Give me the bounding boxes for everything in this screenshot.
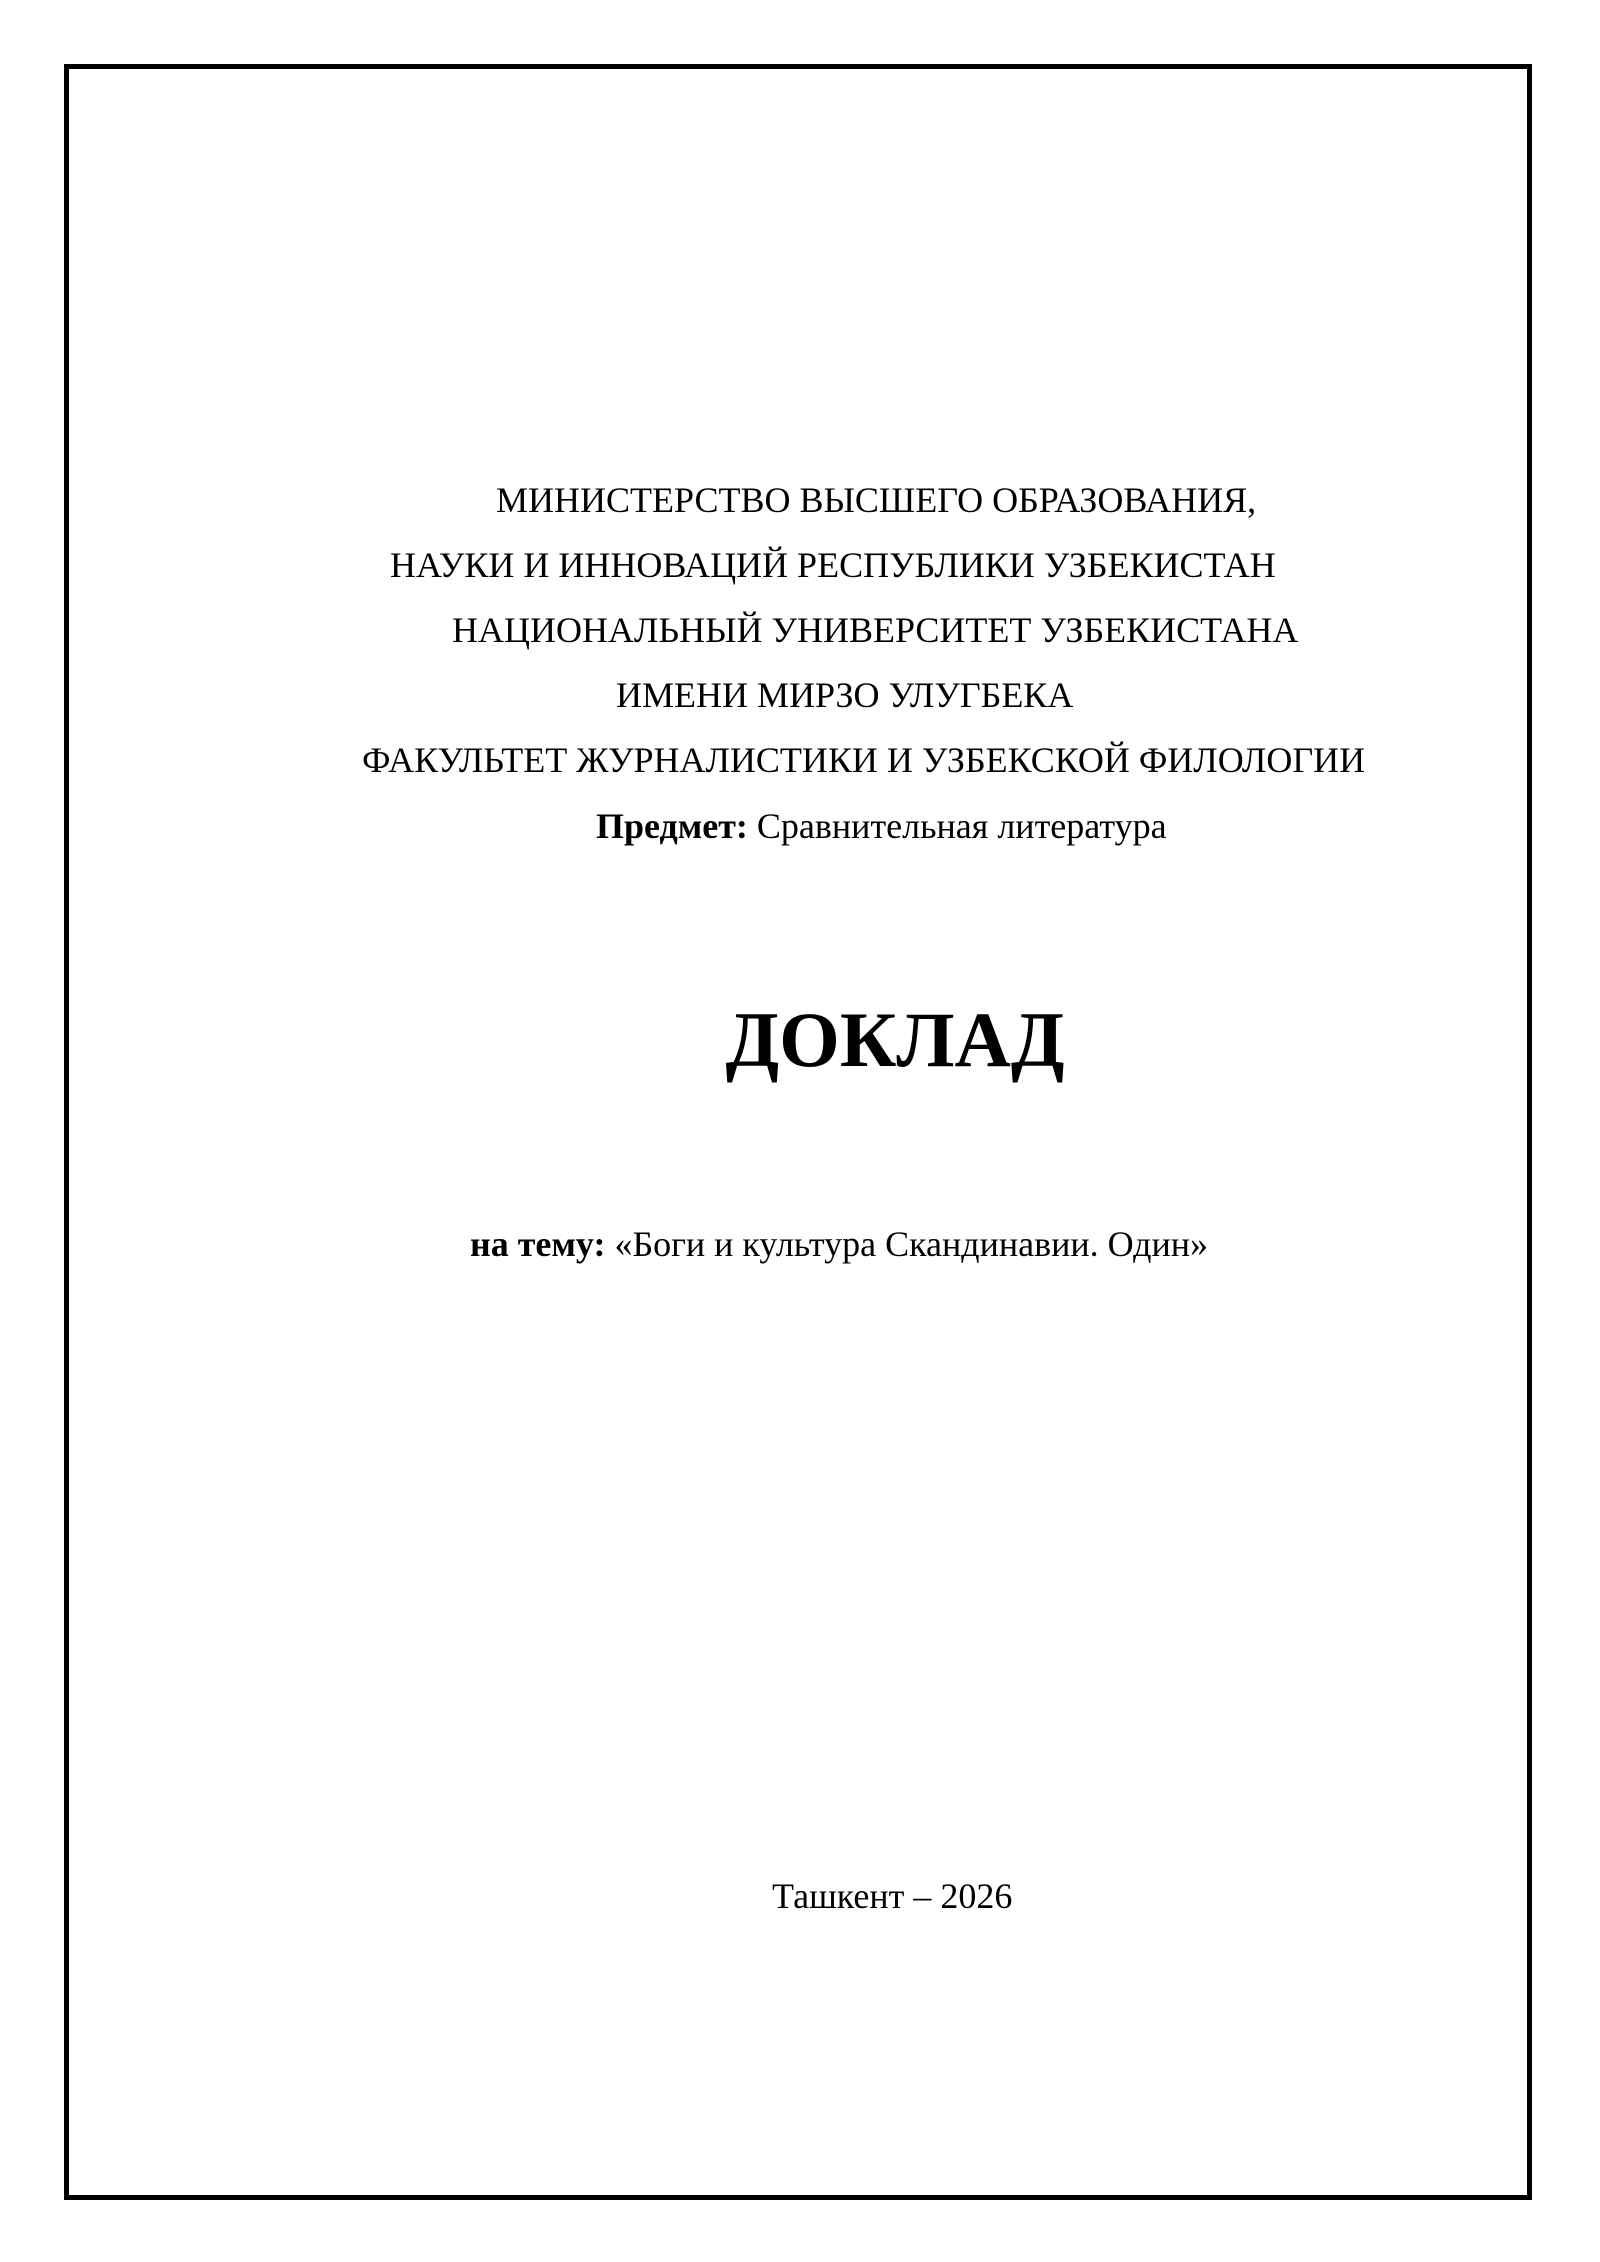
topic-label: на тему: [470, 1224, 606, 1264]
subject-value: Сравнительная литература [756, 806, 1167, 846]
subject-label: Предмет: [596, 806, 748, 846]
topic-value: «Боги и культура Скандинавии. Один» [614, 1224, 1208, 1264]
university-line-1: НАЦИОНАЛЬНЫЙ УНИВЕРСИТЕТ УЗБЕКИСТАНА [452, 610, 1299, 650]
ministry-line-1: МИНИСТЕРСТВО ВЫСШЕГО ОБРАЗОВАНИЯ, [496, 480, 1257, 520]
topic-line [470, 1222, 1208, 1266]
city-year: Ташкент – 2026 [772, 1876, 1013, 1916]
ministry-line-2: НАУКИ И ИННОВАЦИЙ РЕСПУБЛИКИ УЗБЕКИСТАН [390, 545, 1276, 585]
faculty-line: ФАКУЛЬТЕТ ЖУРНАЛИСТИКИ И УЗБЕКСКОЙ ФИЛОЛОГИИ [362, 740, 1366, 780]
university-line-2: ИМЕНИ МИРЗО УЛУГБЕКА [616, 675, 1074, 715]
subject-line [596, 804, 1167, 848]
document-title: ДОКЛАД [725, 996, 1065, 1083]
